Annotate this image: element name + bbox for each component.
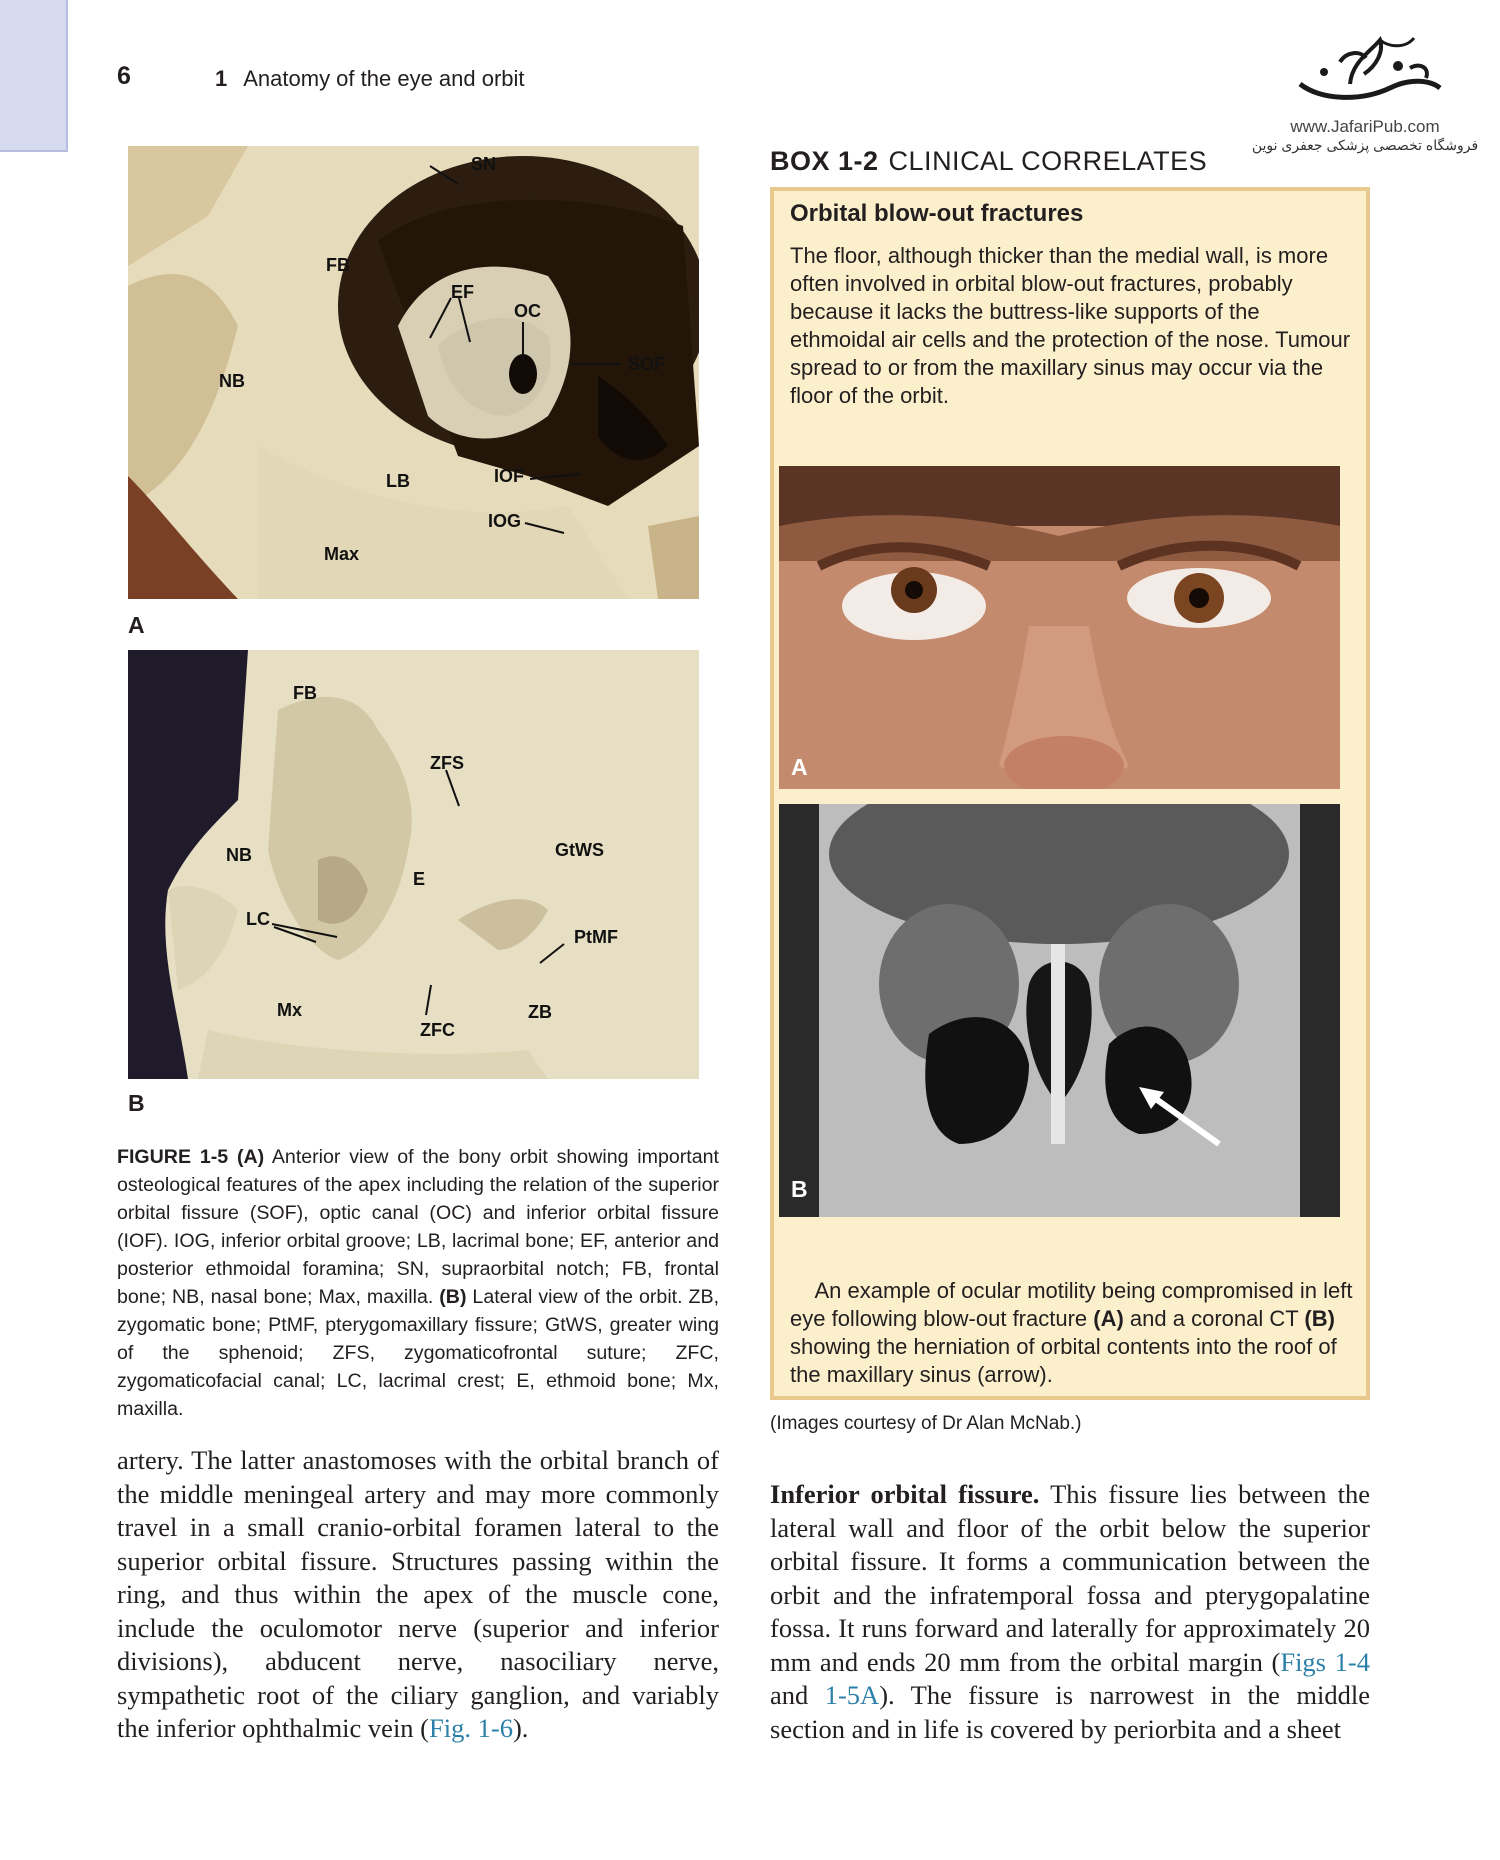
label-sn: SN <box>471 154 497 174</box>
logo-tagline: فروشگاه تخصصی پزشکی جعفری نوین <box>1251 137 1479 153</box>
left-body-paragraph <box>117 1444 719 1746</box>
right-body-paragraph <box>770 1478 1370 1746</box>
box-label: BOX 1-2 <box>770 146 879 176</box>
figs-1-4-link[interactable]: Figs 1-4 <box>1280 1646 1370 1677</box>
caption-panel-b-ref: (B) <box>439 1286 467 1308</box>
skull-orbit-lateral-illustration <box>128 650 699 1079</box>
box-image-b-letter: B <box>791 1176 808 1202</box>
caption-panel-a-ref: (A) <box>236 1146 265 1168</box>
image-credit: (Images courtesy of Dr Alan McNab.) <box>770 1413 1082 1434</box>
label-nb: NB <box>219 371 245 391</box>
box-caption-part2: and a coronal CT <box>1123 1306 1305 1331</box>
right-body-and: and <box>770 1680 825 1710</box>
box-caption-a-ref: (A) <box>1093 1306 1124 1331</box>
box-text: The floor, although thicker than the medial wall, is more often involved in orbital blow-out fractures, probably because it lacks the buttress-like supports of the ethmoidal air cells and the protection of the nose. Tumour spread to or from the maxillary sinus may occur via the floor of the orbit. <box>790 243 1351 408</box>
figure-1-5a-photo <box>128 146 699 599</box>
label-fb-b: FB <box>293 683 317 703</box>
label-ptmf: PtMF <box>574 927 618 947</box>
right-body-text-2: ). The fissure is narrowest in the middle section and in life is covered by periorbita and a sheet <box>770 1680 1370 1744</box>
label-iof: IOF <box>494 466 524 486</box>
skull-orbit-anterior-illustration <box>128 146 699 599</box>
figure-1-5-panel-a-letter: A <box>128 612 145 638</box>
label-zfs: ZFS <box>430 753 464 773</box>
figure-1-5b-photo <box>128 650 699 1079</box>
left-body-end: ). <box>512 1713 529 1743</box>
label-zb: ZB <box>528 1002 552 1022</box>
label-lb: LB <box>386 471 410 491</box>
label-mx: Mx <box>277 1000 303 1020</box>
box-caption <box>790 1277 1356 1389</box>
box-image-a-letter: A <box>791 754 808 780</box>
box-title: Orbital blow-out fractures <box>790 200 1084 227</box>
label-iog: IOG <box>488 511 522 531</box>
label-gtws: GtWS <box>555 840 604 860</box>
caption-figure-label: FIGURE 1-5 <box>117 1146 229 1168</box>
caption-text-b: Lateral view of the orbit. ZB, zygomatic bone; PtMF, pterygomaxillary fissure; GtWS, greater wing of the sphenoid; ZFS, zygomaticofrontal suture; ZFC, zygomaticofacial canal; LC, lacrimal crest; E, ethmoid bone; Mx, maxilla. <box>117 1286 720 1420</box>
label-ef: EF <box>451 282 475 302</box>
chapter-number: 1 <box>215 66 228 91</box>
label-lc: LC <box>246 909 270 929</box>
box-photo-a-face <box>779 466 1340 789</box>
coronal-ct-illustration <box>779 804 1340 1217</box>
label-oc: OC <box>514 301 541 321</box>
label-zfc: ZFC <box>420 1020 455 1040</box>
box-caption-b-ref: (B) <box>1304 1306 1335 1331</box>
inferior-orbital-fissure-heading: Inferior orbital fissure. <box>770 1479 1040 1509</box>
running-header <box>215 66 525 92</box>
chapter-thumb-tab <box>0 0 68 152</box>
logo-calligraphy-icon <box>1280 22 1450 112</box>
chapter-title: Anatomy of the eye and orbit <box>243 66 525 91</box>
label-nb-b: NB <box>226 845 252 865</box>
face-photo-illustration <box>779 466 1340 789</box>
caption-text-a: Anterior view of the bony orbit showing important osteological features of the apex including the relation of the superior orbital fissure (SOF), optic canal (OC) and inferior orbital fissure (IOF). IOG, inferior orbital groove; LB, lacrimal bone; EF, anterior and posterior ethmoidal foramina; SN, supraorbital notch; FB, frontal bone; NB, nasal bone; Max, maxilla. <box>117 1146 719 1308</box>
box-caption-part1: An example of ocular motility being compromised in left eye following blow-out fracture <box>790 1278 1353 1331</box>
label-sof: SOF <box>628 354 666 374</box>
figure-1-5-caption <box>117 1143 719 1423</box>
right-body-text-1: This fissure lies between the lateral wall and floor of the orbit below the superior orbital fissure. It forms a communication between the orbit and the infratemporal fossa and pterygopalatine fossa. It runs forward and laterally for approximately 20 mm and ends 20 mm from the orbital margin ( <box>770 1479 1370 1677</box>
left-body-text: artery. The latter anastomoses with the orbital branch of the middle meningeal artery and may more commonly travel in a small cranio-orbital foramen lateral to the superior orbital fissure. Structures passing within the ring, and thus within the apex of the muscle cone, include the oculomotor nerve (superior and inferior divisions), abducent nerve, nasociliary nerve, sympathetic root of the ciliary ganglion, and variably the inferior ophthalmic vein ( <box>117 1445 719 1743</box>
box-photo-b-ct <box>779 804 1340 1217</box>
label-max: Max <box>324 544 360 564</box>
page-number: 6 <box>117 62 131 90</box>
figure-1-5-panel-b-letter: B <box>128 1090 145 1116</box>
box-heading-text: CLINICAL CORRELATES <box>888 146 1208 176</box>
label-fb: FB <box>326 255 350 275</box>
fig-1-5a-link[interactable]: 1-5A <box>824 1680 880 1710</box>
publisher-logo[interactable] <box>1230 22 1500 172</box>
label-e: E <box>413 869 426 889</box>
fig-1-6-link[interactable]: Fig. 1-6 <box>429 1713 513 1743</box>
box-caption-part3: showing the herniation of orbital contents into the roof of the maxillary sinus (arrow). <box>790 1334 1337 1387</box>
box-heading <box>770 146 1207 177</box>
logo-url[interactable]: www.JafariPub.com <box>1290 117 1440 136</box>
